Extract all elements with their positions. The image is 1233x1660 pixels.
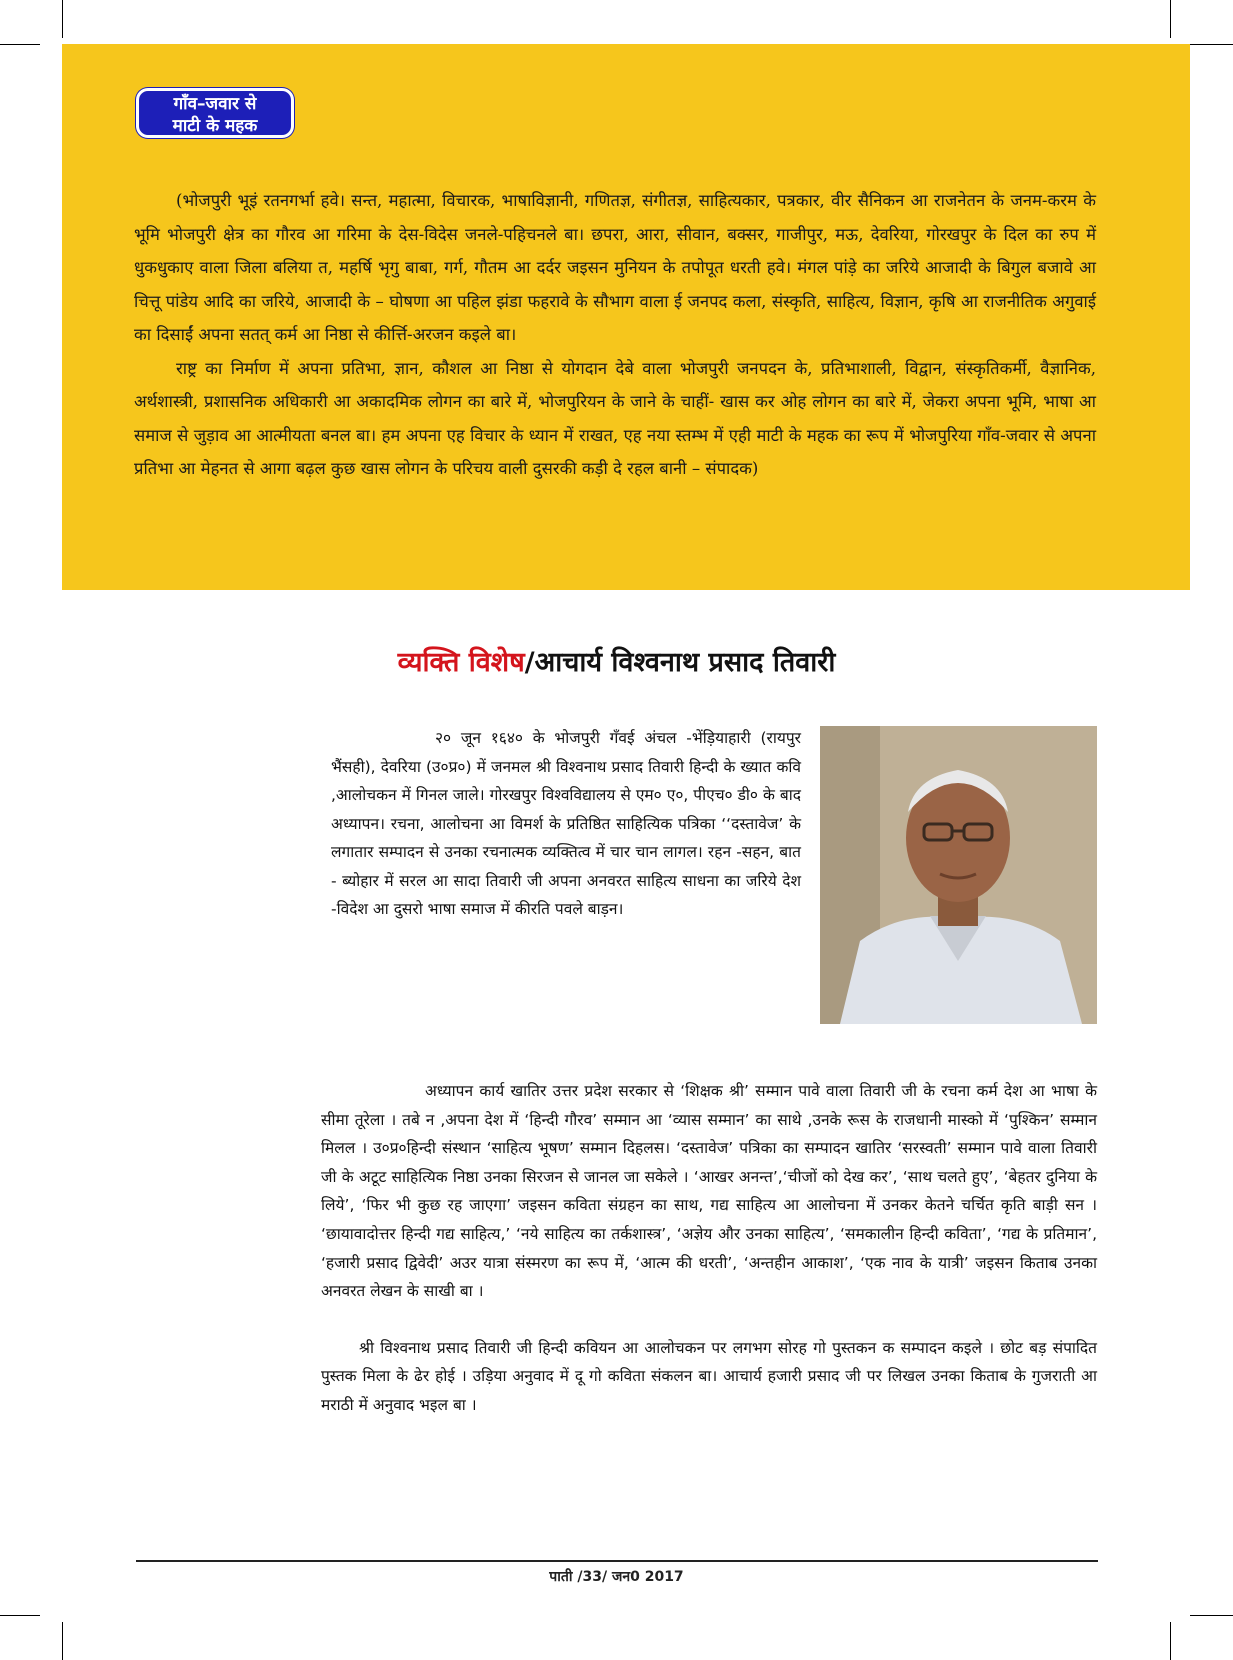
bio-text	[331, 724, 801, 924]
crop-mark	[62, 0, 63, 38]
heading-section: व्यक्ति विशेष	[397, 647, 525, 678]
body-paragraph: अध्यापन कार्य खातिर उत्तर प्रदेश सरकार से ‘शिक्षक श्री’ सम्मान पावे वाला तिवारी जी के रचना कर्म देश आ भाषा के सीमा तूरेला । तबे न ,अपना देश में ‘हिन्दी गौरव’ सम्मान आ ‘व्यास सम्मान’ का साथे ,उनके रूस के राजधानी मास्को में ‘पुश्किन’ सम्मान मिलल । उ०प्र०हिन्दी संस्थान ‘साहित्य भूषण’ सम्मान दिहलस। ‘दस्तावेज’ पत्रिका का सम्पादन खातिर ‘सरस्वती’ सम्मान पावे वाला तिवारी जी के अटूट साहित्यिक निष्ठा उनका सिरजन से जानल जा सकेले । ‘आखर अनन्त’,‘चीजों को देख कर’, ‘साथ चलते हुए’, ‘बेहतर दुनिया के लिये’, ‘फिर भी कुछ रह जाएगा’ जइसन कविता संग्रहन का साथ, गद्य साहित्य आ आलोचना में उनकर केतने चर्चित कृति बाड़ी सन । ‘छायावादोत्तर हिन्दी गद्य साहित्य,’ ‘नये साहित्य का तर्कशास्त्र’, ‘अज्ञेय और उनका साहित्य’, ‘समकालीन हिन्दी कविता’, ‘गद्य के प्रतिमान’, ‘हजारी प्रसाद द्विवेदी’ अउर यात्रा संस्मरण का रूप में, ‘आत्म की धरती’, ‘अन्तहीन आकाश’, ‘एक नाव के यात्री’ जइसन किताब उनका अनवरत लेखन के साखी बा ।	[321, 1082, 1097, 1301]
body-paragraph: श्री विश्वनाथ प्रसाद तिवारी जी हिन्दी कवियन आ आलोचकन पर लगभग सोरह गो पुस्तकन क सम्पादन कइले । छोट बड़ संपादित पुस्तक मिला के ढेर होई । उड़िया अनुवाद में दू गो कविता संकलन बा। आचार्य हजारी प्रसाद जी पर लिखल उनका किताब के गुजराती आ मराठी में अनुवाद भइल बा ।	[321, 1338, 1097, 1414]
crop-mark	[1190, 44, 1233, 45]
crop-mark	[0, 1615, 40, 1616]
footer-divider	[136, 1560, 1098, 1562]
crop-mark	[62, 1622, 63, 1660]
page-footer: पाती /33/ जन0 2017	[549, 1569, 684, 1585]
crop-mark	[1170, 1622, 1171, 1660]
portrait-photo	[820, 726, 1097, 1024]
article-heading	[0, 642, 1233, 679]
crop-mark	[0, 44, 40, 45]
intro-paragraph: राष्ट्र का निर्माण में अपना प्रतिभा, ज्ञान, कौशल आ निष्ठा से योगदान देबे वाला भोजपुरी जनपदन के, प्रतिभाशाली, विद्वान, संस्कृतिकर्मी, वैज्ञानिक, अर्थशास्त्री, प्रशासनिक अधिकारी आ अकादमिक लोगन का बारे में, भोजपुरियन के जाने के चाहीं- खास कर ओह लोगन का बारे में, जेकरा अपना भूमि, भाषा आ समाज से जुड़ाव आ आत्मीयता बनल बा। हम अपना एह विचार के ध्यान में राखत, एह नया स्तम्भ में एही माटी के महक का रूप में भोजपुरिया गाँव-जवार से अपना प्रतिभा आ मेहनत से आगा बढ़ल कुछ खास लोगन के परिचय वाली दुसरकी कड़ी दे रहल बानी – संपादक)	[134, 358, 1096, 478]
crop-mark	[1190, 1615, 1233, 1616]
crop-mark	[1170, 0, 1171, 38]
bio-paragraph: २० जून १६४० के भोजपुरी गँवई अंचल -भेंड़ियाहारी (रायपुर भैंसही), देवरिया (उ०प्र०) में जनमल श्री विश्वनाथ प्रसाद तिवारी हिन्दी के ख्यात कवि ,आलोचकन में गिनल जाले। गोरखपुर विश्वविद्यालय से एम० ए०, पीएच० डी० के बाद अध्यापन। रचना, आलोचना आ विमर्श के प्रतिष्ठित साहित्यिक पत्रिका ‘‘दस्तावेज’ के लगातार सम्पादन से उनका रचनात्मक व्यक्तित्व में चार चान लागल। रहन -सहन, बात - ब्योहार में सरल आ सादा तिवारी जी अपना अनवरत साहित्य साधना का जरिये देश -विदेश आ दुसरो भाषा समाज में कीरति पवले बाड़न।	[331, 729, 801, 918]
portrait-illustration	[820, 726, 1097, 1024]
column-tag	[136, 88, 294, 138]
heading-title: /आचार्य विश्वनाथ प्रसाद तिवारी	[524, 647, 836, 678]
column-tag-line2: माटी के महक	[172, 116, 258, 136]
body-text	[321, 1077, 1097, 1448]
intro-text	[134, 184, 1096, 486]
column-tag-line1: गाँव–जवार से	[173, 94, 257, 114]
intro-paragraph: (भोजपुरी भूइं रतनगर्भा हवे। सन्त, महात्मा, विचारक, भाषाविज्ञानी, गणितज्ञ, संगीतज्ञ, साहित्यकार, पत्रकार, वीर सैनिकन आ राजनेतन के जनम-करम के भूमि भोजपुरी क्षेत्र का गौरव आ गरिमा के देस-विदेस जनले-पहिचनले बा। छपरा, आरा, सीवान, बक्सर, गाजीपुर, मऊ, देवरिया, गोरखपुर के दिल का रुप में धुकधुकाए वाला जिला बलिया त, महर्षि भृगु बाबा, गर्ग, गौतम आ दर्दर जइसन मुनियन के तपोपूत धरती हवे। मंगल पांड़े का जरिये आजादी के बिगुल बजावे आ चित्तू पांडेय आदि का जरिये, आजादी के – घोषणा आ पहिल झंडा फहरावे के सौभाग वाला ई जनपद कला, संस्कृति, साहित्य, विज्ञान, कृषि आ राजनीतिक अगुवाई का दिसाईं अपना सतत् कर्म आ निष्ठा से कीर्त्ति-अरजन कइले बा।	[134, 191, 1096, 344]
